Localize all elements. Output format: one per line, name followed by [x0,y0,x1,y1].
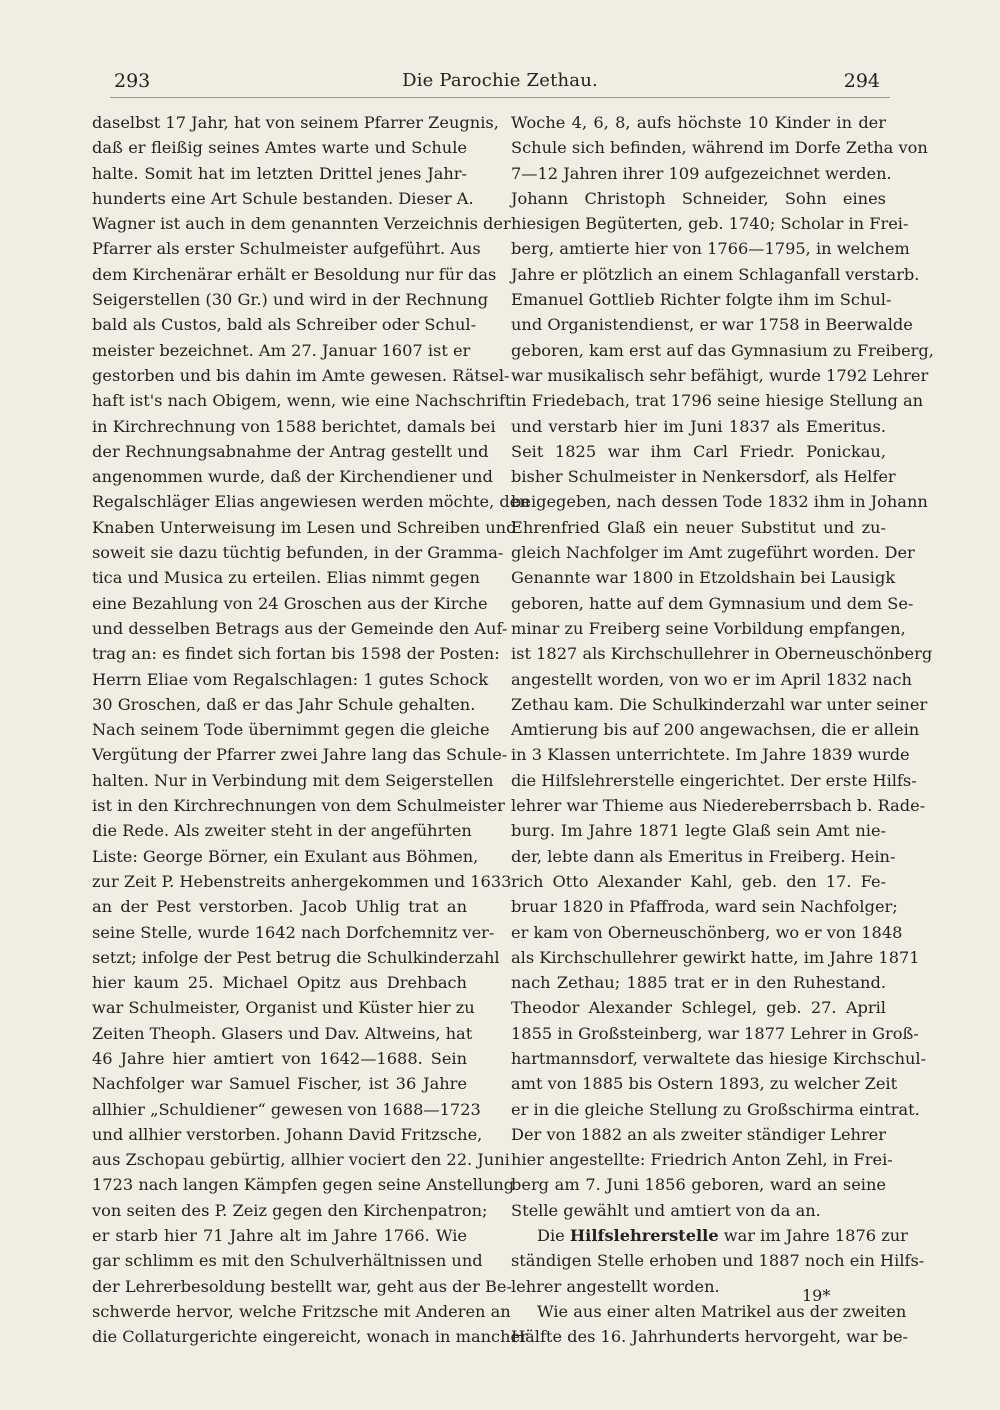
text-line: der Rechnungsabnahme der Antrag gestellt und [92,441,489,461]
text-line: 46 Jahre hier amtiert von 1642—1688. Sein [92,1048,467,1068]
text-line: ständigen Stelle erhoben und 1887 noch ein Hilfs- [511,1251,925,1271]
page-header [0,70,1000,100]
text-line [511,1223,908,1248]
text-line: geboren, kam erst auf das Gymnasium zu Freiberg, [511,340,934,360]
text-line: beigegeben, nach dessen Tode 1832 ihm in Johann [511,492,928,512]
text-line: Hälfte des 16. Jahrhunderts hervorgeht, war be- [511,1327,909,1347]
text-line: zur Zeit P. Hebenstreits anhergekommen und 1633 [92,871,512,891]
emphasized-term: Hilfslehrerstelle [569,1226,719,1246]
text-line: Wagner ist auch in dem genannten Verzeichnis der [92,214,511,234]
text-line: Vergütung der Pfarrer zwei Jahre lang das Schule- [92,745,508,765]
text-line: Genannte war 1800 in Etzoldshain bei Lausigk [511,568,896,588]
text-line: und Organistendienst, er war 1758 in Beerwalde [511,315,913,335]
text-line: hiesigen Begüterten, geb. 1740; Scholar in Frei- [511,214,909,234]
text-segment: war im Jahre 1876 zur [718,1226,908,1246]
text-line: haft ist's nach Obigem, wenn, wie eine Nachschrift [92,391,512,411]
text-line: Schule sich befinden, während im Dorfe Zetha von [511,138,928,158]
text-line: meister bezeichnet. Am 27. Januar 1607 ist er [92,340,471,360]
text-line: und desselben Betrags aus der Gemeinde den Auf- [92,618,508,638]
text-line: Emanuel Gottlieb Richter folgte ihm im Schul- [511,290,892,310]
text-line: hunderts eine Art Schule bestanden. Dieser A. [92,188,474,208]
right-column [511,110,934,1350]
text-line: der, lebte dann als Emeritus in Freiberg. Hein- [511,846,896,866]
text-line: trag an: es findet sich fortan bis 1598 der Posten: [92,644,500,664]
text-line: Liste: George Börner, ein Exulant aus Böhmen, [92,846,479,866]
text-line: daß er fleißig seines Amtes warte und Schule [92,138,467,158]
text-line: Ehrenfried Glaß ein neuer Substitut und zu- [511,517,886,537]
text-line: berg am 7. Juni 1856 geboren, ward an seine [511,1175,886,1195]
running-title: Die Parochie Zethau. [402,70,598,91]
text-line: ist 1827 als Kirchschullehrer in Oberneuschönberg [511,644,933,664]
text-line: und allhier verstorben. Johann David Fritzsche, [92,1124,483,1144]
text-line: er kam von Oberneuschönberg, wo er von 1848 [511,922,903,942]
text-line: angenommen wurde, daß der Kirchendiener und [92,467,493,487]
text-line: als Kirchschullehrer gewirkt hatte, im Jahre 1871 [511,947,920,967]
text-line: Wie aus einer alten Matrikel aus der zweiten [537,1301,907,1321]
text-line: Zethau kam. Die Schulkinderzahl war unter seiner [511,694,928,714]
text-line: Johann Christoph Schneider, Sohn eines [511,188,886,208]
text-line: geboren, hatte auf dem Gymnasium und dem Se- [511,593,914,613]
text-line: aus Zschopau gebürtig, allhier vociert den 22. Juni [92,1150,510,1170]
text-line: Nach seinem Tode übernimmt gegen die gleiche [92,720,490,740]
text-line: gestorben und bis dahin im Amte gewesen. Rätsel- [92,365,510,385]
text-line: Der von 1882 an als zweiter ständiger Lehrer [511,1124,886,1144]
page-number-right: 294 [843,70,880,92]
text-line: an der Pest verstorben. Jacob Uhlig trat an [92,897,467,917]
text-line: in 3 Klassen unterrichtete. Im Jahre 1839 wurde [511,745,910,765]
text-line: gar schlimm es mit den Schulverhältnissen und [92,1251,483,1271]
text-segment: Die [537,1226,570,1246]
text-line: Woche 4, 6, 8, aufs höchste 10 Kinder in der [511,113,886,132]
text-line: Stelle gewählt und amtiert von da an. [511,1200,821,1220]
text-line: bruar 1820 in Pfaffroda, ward sein Nachfolger; [511,897,898,917]
text-line: hartmannsdorf, verwaltete das hiesige Kirchschul- [511,1048,927,1068]
text-line: lehrer angestellt worden. [511,1276,720,1296]
header-rule [110,97,890,98]
text-line: Knaben Unterweisung im Lesen und Schreiben und [92,517,517,537]
text-line: die Hilfslehrerstelle eingerichtet. Der erste Hilfs- [511,770,917,790]
text-line: in Friedebach, trat 1796 seine hiesige Stellung an [511,391,924,411]
left-column [92,110,530,1350]
text-line: daselbst 17 Jahr, hat von seinem Pfarrer Zeugnis, [92,113,499,132]
signature-mark: 19* [802,1286,831,1305]
text-line: hier kaum 25. Michael Opitz aus Drehbach [92,973,467,993]
text-line: 1855 in Großsteinberg, war 1877 Lehrer in Groß- [511,1023,919,1043]
text-line: Jahre er plötzlich an einem Schlaganfall verstarb. [511,264,920,284]
text-line: eine Bezahlung von 24 Groschen aus der Kirche [92,593,488,613]
text-line: halte. Somit hat im letzten Drittel jenes Jahr- [92,163,467,183]
text-line: Amtierung bis auf 200 angewachsen, die er allein [511,720,920,740]
text-line: seine Stelle, wurde 1642 nach Dorfchemnitz ver- [92,922,495,942]
text-line: schwerde hervor, welche Fritzsche mit Anderen an [92,1301,511,1321]
text-line: war musikalisch sehr befähigt, wurde 1792 Lehrer [511,365,929,385]
page-number-left: 293 [114,70,151,92]
text-line: tica und Musica zu erteilen. Elias nimmt gegen [92,568,480,588]
text-line: Seit 1825 war ihm Carl Friedr. Ponickau, [511,441,886,461]
text-line: setzt; infolge der Pest betrug die Schulkinderzahl [92,947,500,967]
text-line: 1723 nach langen Kämpfen gegen seine Anstellung [92,1175,515,1195]
text-line: Pfarrer als erster Schulmeister aufgeführt. Aus [92,239,481,259]
text-line: amt von 1885 bis Ostern 1893, zu welcher Zeit [511,1074,898,1094]
text-line: bisher Schulmeister in Nenkersdorf, als Helfer [511,467,896,487]
text-line: die Rede. Als zweiter steht in der angeführten [92,821,472,841]
text-line: gleich Nachfolger im Amt zugeführt worden. Der [511,543,915,563]
text-line: von seiten des P. Zeiz gegen den Kirchenpatron; [92,1200,488,1220]
text-line: 7—12 Jahren ihrer 109 aufgezeichnet werden. [511,163,892,183]
text-line: bald als Custos, bald als Schreiber oder Schul- [92,315,477,335]
text-line: lehrer war Thieme aus Niedereberrsbach b. Rade- [511,796,926,816]
text-line: rich Otto Alexander Kahl, geb. den 17. Fe- [511,871,886,891]
text-line: und verstarb hier im Juni 1837 als Emeritus. [511,416,886,436]
text-line: die Collaturgerichte eingereicht, wonach in mancher [92,1327,528,1347]
text-line: ist in den Kirchrechnungen von dem Schulmeister [92,796,505,816]
text-line: soweit sie dazu tüchtig befunden, in der Gramma- [92,543,504,563]
text-line: er starb hier 71 Jahre alt im Jahre 1766. Wie [92,1226,467,1246]
text-line: halten. Nur in Verbindung mit dem Seigerstellen [92,770,494,790]
text-line: Herrn Eliae vom Regalschlagen: 1 gutes Schock [92,669,489,689]
text-line: er in die gleiche Stellung zu Großschirma eintrat. [511,1099,920,1119]
text-line: der Lehrerbesoldung bestellt war, geht aus der Be- [92,1276,512,1296]
text-line: allhier „Schuldiener“ gewesen von 1688—1723 [92,1099,481,1119]
text-line: dem Kirchenärar erhält er Besoldung nur für das [92,264,497,284]
text-line: nach Zethau; 1885 trat er in den Ruhestand. [511,973,886,993]
text-line: Seigerstellen (30 Gr.) und wird in der Rechnung [92,290,489,310]
text-line: in Kirchrechnung von 1588 berichtet, damals bei [92,416,496,436]
text-line: minar zu Freiberg seine Vorbildung empfangen, [511,618,906,638]
text-line: burg. Im Jahre 1871 legte Glaß sein Amt nie- [511,821,886,841]
text-line: berg, amtierte hier von 1766—1795, in welchem [511,239,910,259]
text-line: angestellt worden, von wo er im April 1832 nach [511,669,912,689]
text-line: Theodor Alexander Schlegel, geb. 27. April [511,998,886,1018]
text-line: war Schulmeister, Organist und Küster hier zu [92,998,475,1018]
text-line: Regalschläger Elias angewiesen werden möchte, den [92,492,530,512]
text-line: Zeiten Theoph. Glasers und Dav. Altweins, hat [92,1023,473,1043]
text-line: 30 Groschen, daß er das Jahr Schule gehalten. [92,694,476,714]
text-line: Nachfolger war Samuel Fischer, ist 36 Jahre [92,1074,467,1094]
text-line: hier angestellte: Friedrich Anton Zehl, in Frei- [511,1150,893,1170]
